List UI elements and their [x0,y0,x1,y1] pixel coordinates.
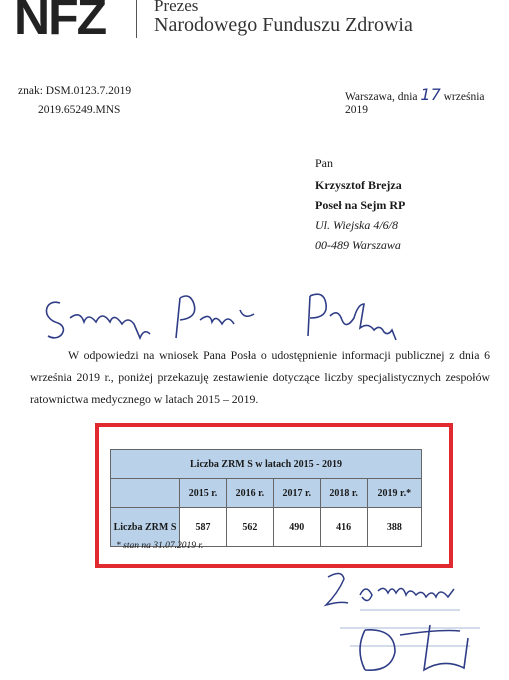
table-footnote: * stan na 31.07.2019 r. [116,541,204,551]
addressee-name: Krzysztof Brejza [315,178,402,192]
reference-label: znak: [18,85,43,97]
addressee-street: Ul. Wiejska 4/6/8 [315,218,398,232]
table-year-header: 2016 r. [226,479,273,508]
table-year-header: 2017 r. [273,479,320,508]
reference-number [18,85,131,97]
addressee-city: 00-489 Warszawa [315,238,401,252]
zrm-table [110,449,422,547]
body-paragraph [30,344,490,410]
date-prefix: Warszawa, dnia [345,91,418,103]
date-suffix: września 2019 [345,91,485,116]
header-title-line1: Prezes [154,0,199,15]
handwritten-signature [310,565,509,680]
header-title-line2: Narodowego Funduszu Zdrowia [154,14,413,36]
table-cell: 388 [367,508,421,547]
table-cell: 416 [320,508,367,547]
addressee-line1: Pan [315,156,333,170]
reference-number-2: 2019.65249.MNS [38,104,121,116]
handwritten-salutation [40,288,440,348]
letter-date [345,85,509,116]
table-year-header: 2018 r. [320,479,367,508]
table-cell: 562 [226,508,273,547]
date-day: 17 [420,85,441,104]
table-row-label: Liczba ZRM S [111,508,180,547]
table-cell: 490 [273,508,320,547]
nfz-logo: NFZ [14,0,106,45]
table-header-row [111,479,422,508]
table-year-header: 2019 r.* [367,479,421,508]
table-corner-cell [111,479,180,508]
table-title-row [111,450,422,479]
table-cell: 587 [180,508,227,547]
header-divider [136,0,137,38]
table-year-header: 2015 r. [180,479,227,508]
body-text: W odpowiedzi na wniosek Pana Posła o udostępnienie informacji publicznej z dnia 6 września 2019 r., poniżej przekazuję zestawienie dotyczące liczby specjalistycznych zespołów ratownictwa medycznego w latach 2015 – 2019. [30,348,490,406]
addressee-title: Poseł na Sejm RP [315,198,406,212]
table-title: Liczba ZRM S w latach 2015 - 2019 [111,450,422,479]
reference-value: DSM.0123.7.2019 [45,85,132,97]
